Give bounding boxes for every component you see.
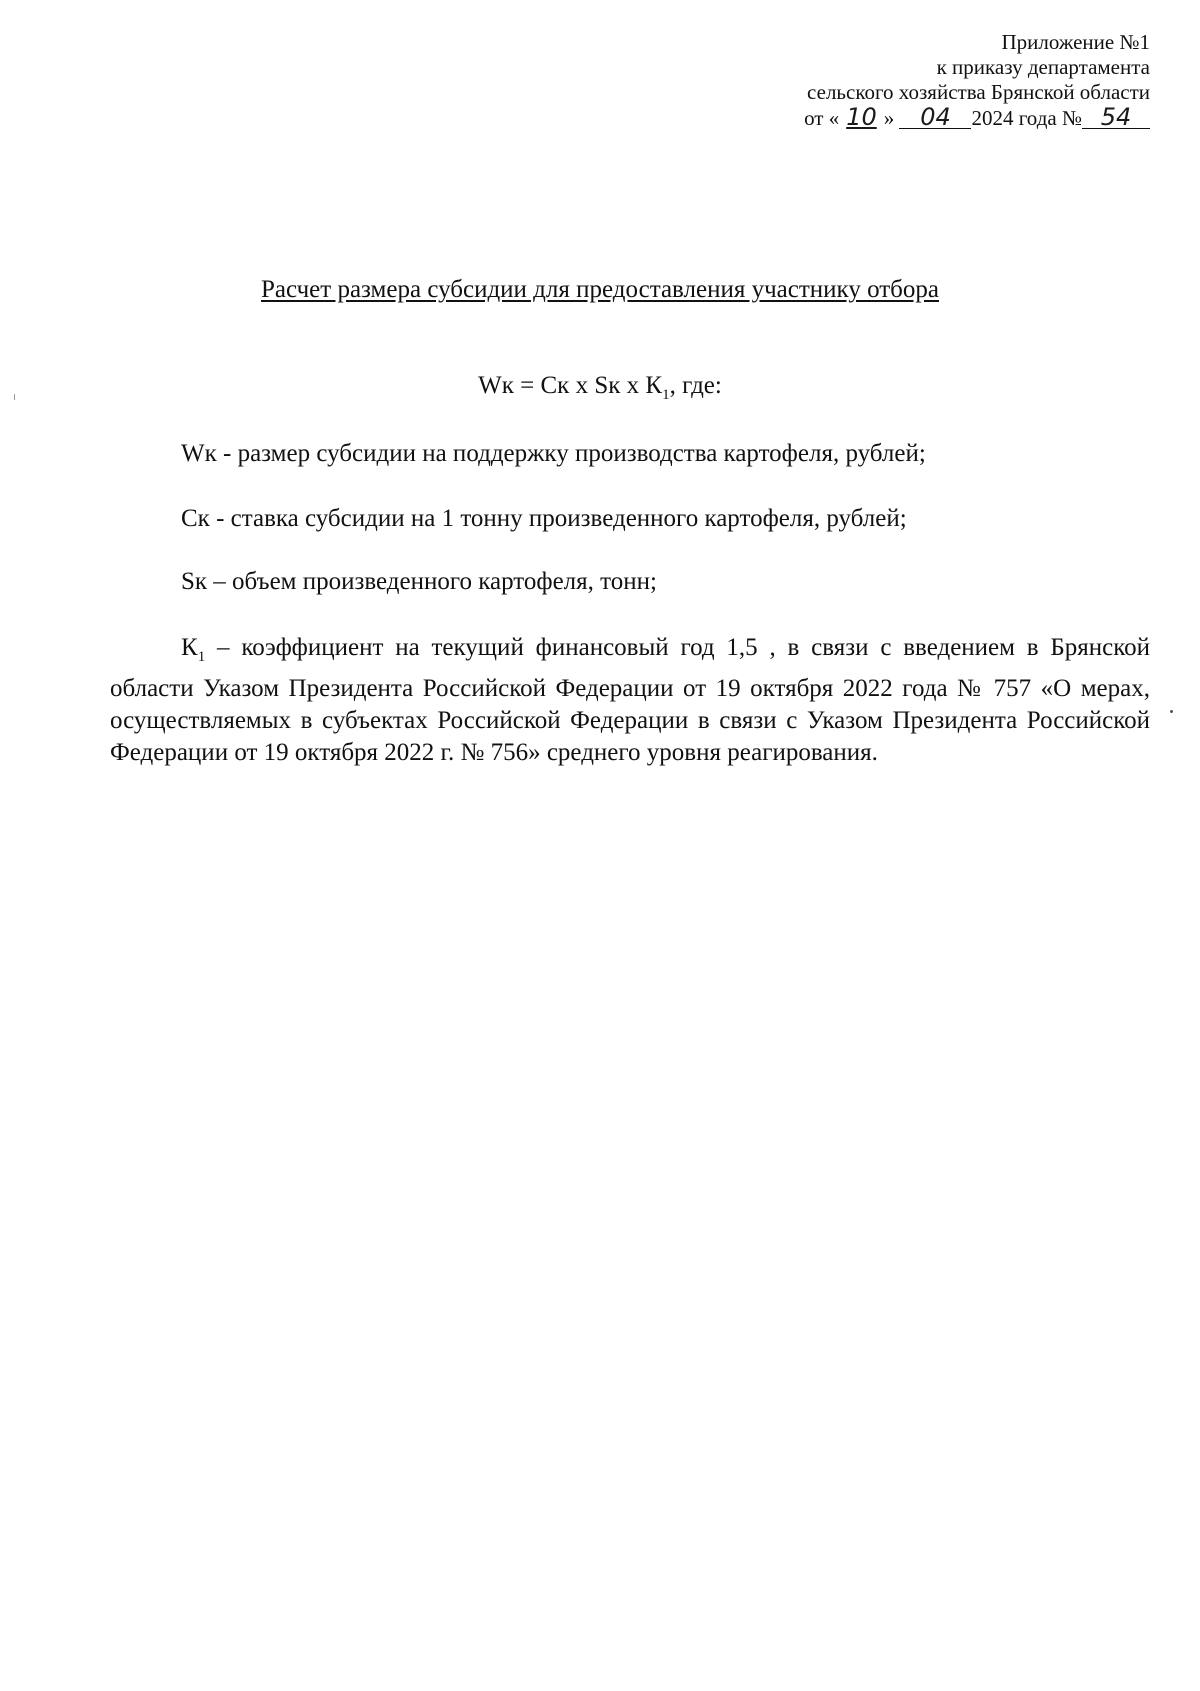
definition-s: Sк – объем произведенного картофеля, тонн;: [181, 568, 657, 595]
scan-speck: [1170, 710, 1173, 713]
formula-body: = Ск х Sк х К: [513, 372, 663, 399]
definition-k1-paragraph: [110, 632, 1150, 769]
formula-k-subscript: 1: [662, 387, 670, 403]
appendix-order-ref: к приказу департамента: [936, 55, 1150, 79]
appendix-department: сельского хозяйства Брянской области: [807, 80, 1150, 104]
handwritten-day: 10: [846, 103, 877, 131]
definition-c: Ск - ставка субсидии на 1 тонну произведенного картофеля, рублей;: [181, 505, 907, 532]
k1-subscript: 1: [197, 649, 206, 665]
appendix-date-line: [804, 105, 1150, 131]
appendix-title: Приложение №1: [1001, 30, 1150, 54]
formula: [0, 372, 1200, 404]
formula-tail: , где:: [669, 372, 722, 399]
handwritten-number: 54: [1082, 106, 1150, 129]
definition-w: Wк - размер субсидии на поддержку производства картофеля, рублей;: [181, 440, 926, 467]
document-title: Расчет размера субсидии для предоставления участнику отбора: [261, 276, 939, 303]
date-mid: »: [883, 106, 895, 130]
handwritten-month: 04: [899, 106, 971, 129]
scan-edge-mark: [14, 394, 15, 400]
year-text: 2024 года №: [971, 106, 1082, 130]
formula-w: Wк: [478, 372, 514, 399]
k1-text: – коэффициент на текущий финансовый год 1,5 , в связи с введением в Брянской области Указом Президента Российской Федерации от 19 октября 2022 года № 757 «О мерах, осуществляемых в субъектах Российской Федерации в связи с Указом Президента Российской Федерации от 19 октября 2022 г. № 756» среднего уровня реагирования.: [110, 634, 1150, 766]
date-prefix: от «: [804, 106, 840, 130]
appendix-header: [804, 30, 1150, 131]
k1-symbol: К: [181, 634, 198, 661]
